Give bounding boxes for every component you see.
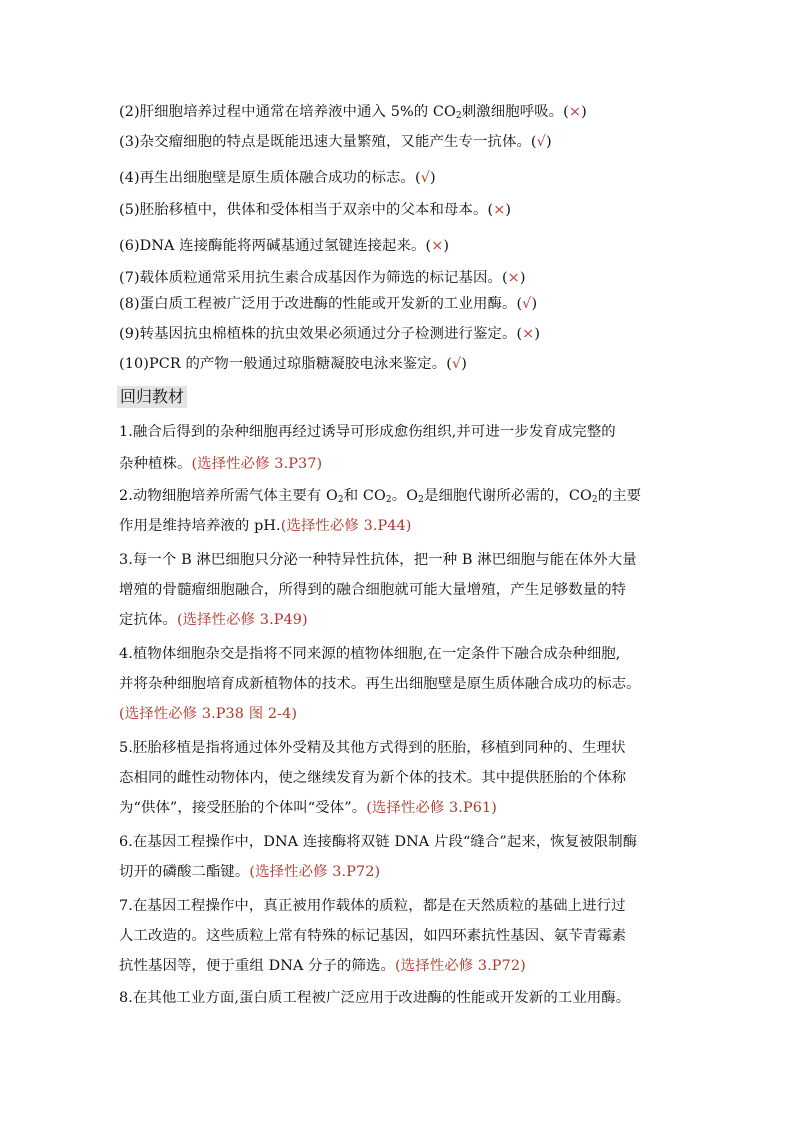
judgment-mark: × [431,238,444,254]
judgment-mark: √ [522,296,532,312]
text: 作用是维持培养液的 pH. [119,518,281,534]
judgment-text: (4)再生出细胞壁是原生质体融合成功的标志。( [119,170,421,186]
subscript: 2 [385,495,392,505]
judgment-text: (6)DNA 连接酶能将两碱基通过氢键连接起来。( [119,238,432,254]
subscript: 2 [418,495,424,505]
judgment-item-6 [119,236,449,256]
judgment-close: ) [505,202,512,218]
text: 是细胞代谢所必需的，CO [423,488,592,504]
judgment-item-4 [119,168,436,188]
textbook-reference: (选择性必修 3.P37) [191,456,323,472]
judgment-item-3 [119,132,552,152]
text: 抗性基因等，便于重组 DNA 分子的筛选。 [119,958,396,974]
textbook-item-2-line-1 [119,486,641,506]
subscript: 2 [591,495,598,505]
text: 定抗体。 [119,612,177,628]
textbook-item-4-line-3 [119,704,297,724]
judgment-close: ) [534,326,541,342]
subscript: 2 [455,111,462,121]
judgment-item-5 [119,200,511,220]
judgment-close: ) [461,356,467,372]
text: 切开的磷酸二酯键。 [119,864,250,880]
judgment-close: ) [581,104,587,120]
judgment-close: ) [443,238,450,254]
textbook-reference: (选择性必修 3.P44) [280,518,412,534]
textbook-item-6-line-2 [119,862,380,882]
textbook-reference: (选择性必修 3.P38 图 2-4) [119,706,298,722]
judgment-text: (5)胚胎移植中，供体和受体相当于双亲中的父本和母本。( [119,202,494,218]
textbook-item-5-line-2: 态相同的雌性动物体内，使之继续发育为新个体的技术。其中提供胚胎的个体称 [119,770,627,786]
judgment-close: ) [531,296,538,312]
textbook-item-4-line-2: 并将杂种细胞培育成新植物体的技术。再生出细胞壁是原生质体融合成功的标志。 [119,676,641,692]
textbook-reference: (选择性必修 3.P72) [395,958,526,974]
judgment-close: ) [430,170,436,186]
textbook-item-7-line-2: 人工改造的。这些质粒上常有特殊的标记基因，如四环素抗性基因、氨苄青霉素 [119,928,627,944]
judgment-mark: × [568,104,582,120]
textbook-reference: (选择性必修 3.P61) [366,800,497,816]
judgment-item-9 [119,324,540,344]
textbook-item-3-line-1: 3.每一个 B 淋巴细胞只分泌一种特异性抗体，把一种 B 淋巴细胞与能在体外大量 [119,552,637,568]
judgment-mark: √ [452,356,462,372]
text: 。O [391,488,419,504]
textbook-reference: (选择性必修 3.P72) [249,864,381,880]
judgment-mark: × [522,326,535,342]
judgment-close: ) [545,134,552,150]
judgment-mark: √ [536,134,546,150]
subscript: 2 [337,495,344,505]
judgment-mark: √ [420,170,431,186]
text: 的主要 [597,488,642,504]
judgment-text: (10)PCR 的产物一般通过琼脂糖凝胶电泳来鉴定。( [119,356,452,372]
text: 2.动物细胞培养所需气体主要有 O [119,488,338,504]
textbook-item-6-line-1: 6.在基因工程操作中，DNA 连接酶将双链 DNA 片段“缝合”起来，恢复被限制酶 [119,834,638,850]
judgment-mark: × [493,202,506,218]
judgment-item-8 [119,294,537,314]
textbook-reference: (选择性必修 3.P49) [176,612,308,628]
textbook-item-5-line-1: 5.胚胎移植是指将通过体外受精及其他方式得到的胚胎，移植到同种的、生理状 [119,740,626,756]
judgment-text: (9)转基因抗虫棉植株的抗虫效果必须通过分子检测进行鉴定。( [119,326,523,342]
text: 杂种植株。 [119,456,192,472]
textbook-item-4-line-1: 4.植物体细胞杂交是指将不同来源的植物体细胞,在一定条件下融合成杂种细胞, [119,646,621,662]
textbook-item-7-line-1: 7.在基因工程操作中，真正被用作载体的质粒，都是在天然质粒的基础上进行过 [119,898,626,914]
judgment-mark: × [507,270,520,286]
textbook-item-1-line-2 [119,454,322,474]
judgment-text-after: 刺激细胞呼吸。( [461,104,569,120]
textbook-item-3-line-3 [119,610,308,630]
text: 为“供体”，接受胚胎的个体叫“受体”。 [119,800,367,816]
judgment-item-2 [119,102,587,122]
judgment-text: (7)载体质粒通常采用抗生素合成基因作为筛选的标记基因。( [119,270,508,286]
textbook-item-7-line-3 [119,956,526,976]
judgment-text: (3)杂交瘤细胞的特点是既能迅速大量繁殖，又能产生专一抗体。( [119,134,537,150]
text: 和 CO [343,488,386,504]
judgment-item-10 [119,354,467,374]
section-title: 回归教材 [117,386,187,408]
judgment-text: (2)肝细胞培养过程中通常在培养液中通入 5%的 CO [119,104,456,120]
judgment-item-7 [119,268,526,288]
textbook-item-5-line-3 [119,798,497,818]
textbook-item-8-line-1: 8.在其他工业方面,蛋白质工程被广泛应用于改进酶的性能或开发新的工业用酶。 [119,990,631,1006]
judgment-text: (8)蛋白质工程被广泛用于改进酶的性能或开发新的工业用酶。( [119,296,523,312]
judgment-close: ) [519,270,526,286]
textbook-item-2-line-2 [119,516,412,536]
textbook-item-3-line-2: 增殖的骨髓瘤细胞融合，所得到的融合细胞就可能大量增殖，产生足够数量的特 [119,582,627,598]
textbook-item-1-line-1: 1.融合后得到的杂种细胞再经过诱导可形成愈伤组织,并可进一步发育成完整的 [119,424,616,440]
